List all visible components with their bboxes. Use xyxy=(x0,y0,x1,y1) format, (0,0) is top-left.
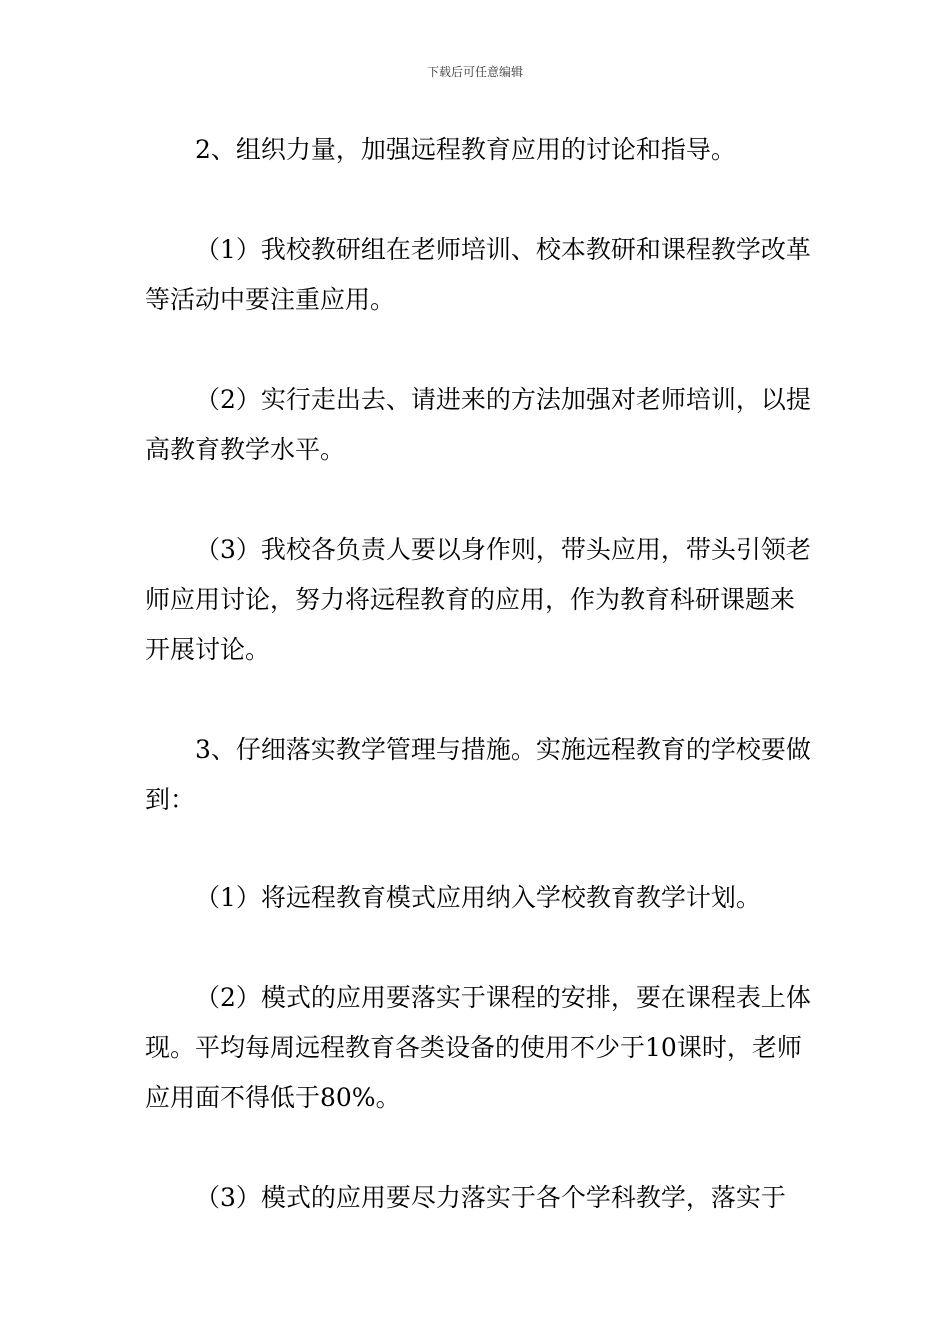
paragraph-8: （3）模式的应用要尽力落实于各个学科教学，落实于 xyxy=(195,1183,786,1212)
paragraph-4: （3）我校各负责人要以身作则，带头应用，带头引领老师应用讨论，努力将远程教育的应用，作为教育科研课题来开展讨论。 xyxy=(145,535,811,664)
paragraph-3: （2）实行走出去、请进来的方法加强对老师培训，以提高教育教学水平。 xyxy=(145,385,811,464)
paragraph-6: （1）将远程教育模式应用纳入学校教育教学计划。 xyxy=(195,883,761,912)
paragraph-1: 2、组织力量，加强远程教育应用的讨论和指导。 xyxy=(195,135,736,164)
paragraph-5: 3、仔细落实教学管理与措施。实施远程教育的学校要做到： xyxy=(145,735,811,814)
page-header: 下载后可任意编辑 xyxy=(426,65,523,79)
paragraph-2: （1）我校教研组在老师培训、校本教研和课程教学改革等活动中要注重应用。 xyxy=(145,235,811,314)
paragraph-7: （2）模式的应用要落实于课程的安排，要在课程表上体现。平均每周远程教育各类设备的使用不少于10课时，老师应用面不得低于80%。 xyxy=(145,983,811,1112)
